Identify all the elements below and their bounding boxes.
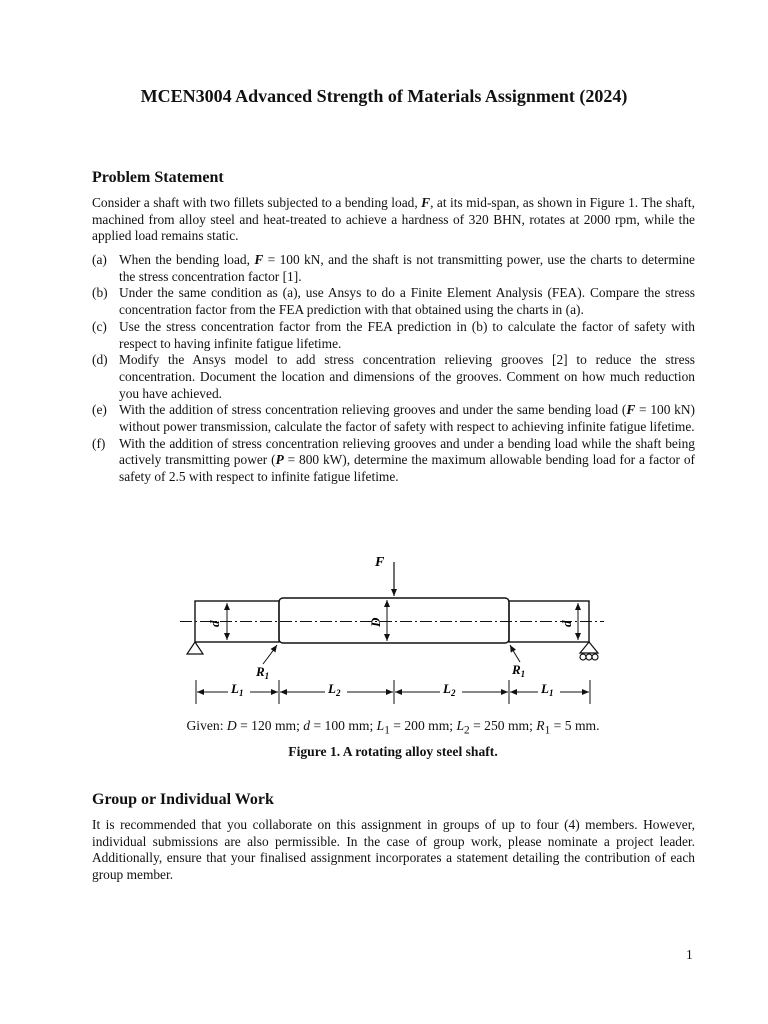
task-item-c: (c) Use the stress concentration factor from the FEA prediction in (b) to calculate the factor of safety with respect to having infinite fatigue lifetime. [92,318,695,351]
shaft-outline [195,598,589,643]
left-fillet-leader [263,645,277,664]
right-fillet-label: $R_1$ [512,662,526,679]
task-item-f: (f) With the addition of stress concentration relieving grooves and under a bending load while the shaft being actively transmitting power (P = 800 kW), determine the maximum allowable bending load for a factor of safety of 2.5 with respect to infinite fatigue lifetime. [92,435,695,485]
length-dimensions [196,680,590,704]
group-work-text: It is recommended that you collaborate on this assignment in groups of up to four (4) members. However, individual submissions are also permissible. In the case of group work, please nominate a project leader. Additionally, ensure that your finalised assignment incorporates a statement detailing the contribution of each group member. [92,817,695,883]
shaft-figure [0,540,768,715]
figure-caption: Figure 1. A rotating alloy steel shaft. [288,744,498,759]
task-item-a: (a) When the bending load, F = 100 kN, and the shaft is not transmitting power, use the charts to determine the stress concentration factor [1]. [92,252,695,284]
middle-shaft-segment [279,598,509,643]
left-fillet-label: $R_1$ [256,664,270,681]
page-number: 1 [686,947,693,962]
problem-statement-heading: Problem Statement [92,169,224,186]
length-label-l1-right: $L_1$ [541,681,554,698]
group-work-heading: Group or Individual Work [92,791,274,808]
right-fillet-leader [510,645,520,662]
right-small-diameter-label: d [559,620,574,627]
given-values: Given: D = 120 mm; d = 100 mm; $L_1 = 200$ mm; $L_2 = 250$ mm; $R_1 = 5$ mm. [186,718,600,737]
task-item-e: (e) With the addition of stress concentration relieving grooves and under the same bending load (F = 100 kN) without power transmission, calculate the factor of safety with respect to achieving infinite fatigue lifetime. [92,402,696,435]
task-item-d: (d) Modify the Ansys model to add stress concentration relieving grooves [2] to reduce the stress concentration. Document the location and dimensions of the grooves. Comment on how much reduction you have achieved. [92,352,695,401]
task-item-b: (b) Under the same condition as (a), use Ansys to do a Finite Element Analysis (FEA). Compare the stress concentration factor from the FEA prediction with that obtained using the charts in (a). [92,285,695,318]
roller-support-icon [580,642,598,660]
length-label-l1-left: $L_1$ [231,681,244,698]
left-small-diameter-label: d [207,620,222,627]
length-label-l2-right: $L_2$ [443,681,456,698]
document-title: MCEN3004 Advanced Strength of Materials Assignment (2024) [140,86,628,106]
task-list [92,252,695,486]
load-label: F [375,555,385,570]
big-diameter-label: D [368,617,383,627]
length-label-l2-left: $L_2$ [328,681,341,698]
problem-intro: Consider a shaft with two fillets subjected to a bending load, F, at its mid-span, as shown in Figure 1. The shaft, machined from alloy steel and heat-treated to achieve a hardness of 320 BHN, rotates at 2000 rpm, while the applied load remains static. [92,195,695,244]
pin-support-icon [187,642,203,654]
